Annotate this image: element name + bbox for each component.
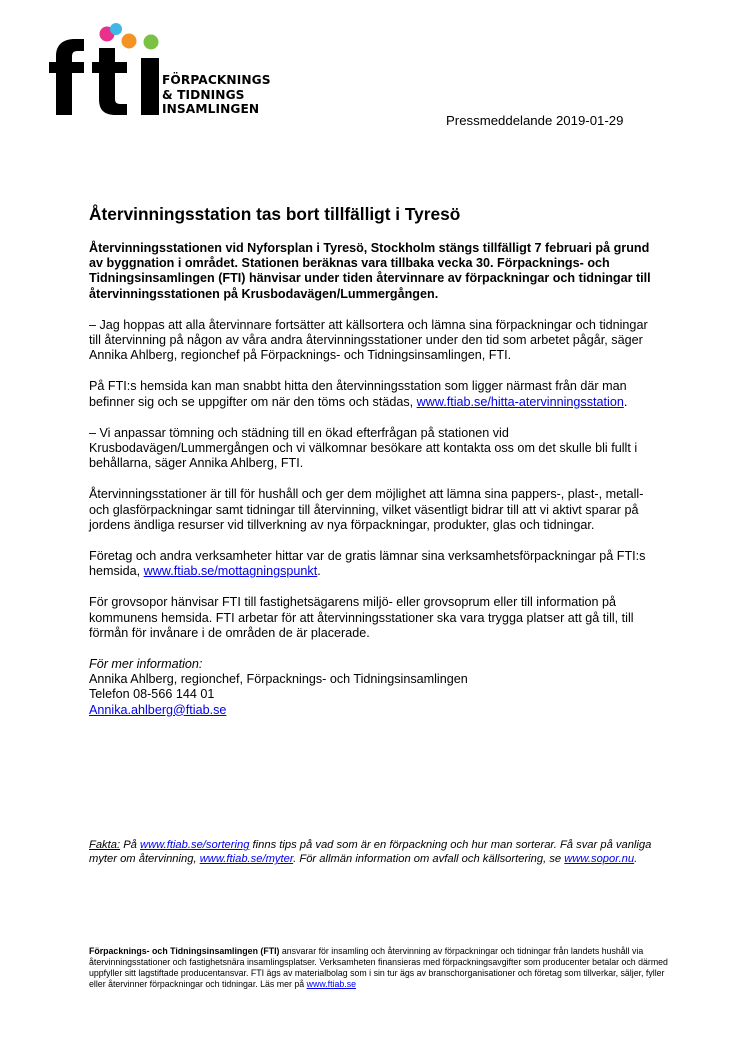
press-release-date: Pressmeddelande 2019-01-29 (446, 113, 624, 128)
fakta-text-3: . För allmän information om avfall och källsortering, se (293, 853, 565, 866)
fakta-label: Fakta: (89, 839, 121, 851)
paragraph-2-end: . (623, 394, 628, 409)
logo-dot-orange (122, 34, 137, 49)
logo-tagline-line-1: FÖRPACKNINGS (162, 73, 271, 87)
logo-letter-t (92, 48, 127, 115)
logo-letter-f (49, 39, 84, 115)
logo-letter-i (141, 58, 159, 115)
hitta-atervinningsstation-link[interactable]: www.ftiab.se/hitta-atervinningsstation (416, 394, 624, 409)
footer-org-name: Förpacknings- och Tidningsinsamlingen (FTI) (89, 946, 280, 956)
footer-text: ansvarar för insamling och återvinning av förpackningar och tidningar från landets hushåll via återvinningsstationer och fastighetsnära insamlingsplatser. Verksamheten finansieras med förpackningsavgifter som producenter betalar och därmed uppfyller sitt lagstiftade producentansvar. FTI ägs av materialbolag som i sin tur ägs av branschorganisationer och företag som tillverkar, säljer, fyller eller återvinner förpackningar och tidningar. Läs mer på (89, 946, 668, 990)
contact-email-link[interactable]: Annika.ahlberg@ftiab.se (89, 702, 227, 717)
paragraph-5-text: Företag och andra verksamheter hittar var de gratis lämnar sina verksamhetsförpackningar på FTI:s hemsida, (89, 549, 646, 579)
article-paragraph-2 (89, 379, 659, 409)
logo-dot-green (144, 35, 159, 50)
paragraph-5-end: . (317, 564, 321, 579)
paragraph-2-text: På FTI:s hemsida kan man snabbt hitta den återvinningsstation som ligger närmast från där man befinner sig och se uppgifter om när den töms och städas, (89, 379, 627, 409)
contact-label: För mer information: (89, 657, 203, 672)
contact-name: Annika Ahlberg, regionchef, Förpacknings- och Tidningsinsamlingen (89, 672, 468, 687)
fakta-text-2: finns tips på vad som är en förpackning och hur man sorterar. Få svar på vanliga myter om återvinning, (89, 839, 652, 866)
footer-about (89, 946, 674, 990)
article-paragraph-4: Återvinningsstationer är till för hushåll och ger dem möjlighet att lämna sina pappers-, plast-, metall- och glasförpackningar samt tidningar till återvinning, vilket väsentligt bidrar till att vi aktivt sparar på jordens ändliga resurser vid tillverkning av nya förpackningar, produkter, glas och tidningar. (89, 487, 644, 532)
logo-dot-blue (110, 23, 122, 35)
article-paragraph-5 (89, 549, 659, 579)
ftiab-link[interactable]: www.ftiab.se (306, 979, 356, 990)
article-title: Återvinningsstation tas bort tillfälligt i Tyresö (89, 204, 461, 224)
article-paragraph-6: För grovsopor hänvisar FTI till fastighetsägarens miljö- eller grovsoprum eller till information på kommunens hemsida. FTI arbetar för att återvinningsstationer ska vara trygga platser att gå till, till förmån för invånare i de områden de är placerade. (89, 595, 634, 640)
logo-tagline (162, 73, 271, 117)
article-paragraph-1: – Jag hoppas att alla återvinnare fortsätter att källsortera och lämna sina förpackningar och tidningar till återvinning på någon av våra andra återvinningsstationer under den tid som arbetet pågår, säger Annika Ahlberg, regionchef på Förpacknings- och Tidningsinsamlingen, FTI. (89, 317, 648, 363)
contact-info (89, 657, 659, 718)
fakta-box (89, 838, 669, 867)
myter-link[interactable]: www.ftiab.se/myter (199, 853, 294, 866)
mottagningspunkt-link[interactable]: www.ftiab.se/mottagningspunkt (143, 564, 318, 579)
sopor-link[interactable]: www.sopor.nu (564, 853, 635, 866)
contact-phone: Telefon 08-566 144 01 (89, 687, 215, 702)
logo-tagline-line-2: & TIDNINGS (162, 87, 245, 102)
sortering-link[interactable]: www.ftiab.se/sortering (140, 839, 250, 851)
logo-tagline-line-3: INSAMLINGEN (162, 102, 260, 117)
fakta-text-4: . (634, 853, 638, 866)
article-lead: Återvinningsstationen vid Nyforsplan i Tyresö, Stockholm stängs tillfälligt 7 februari på grund av byggnation i området. Stationen beräknas vara tillbaka vecka 30. Förpacknings- och Tidningsinsamlingen (FTI) hänvisar under tiden återvinnare av förpackningar och tidningar till återvinningsstationen på Krusbodavägen/Lummergången. (89, 241, 651, 301)
fakta-text-1: På (120, 839, 140, 851)
article (89, 204, 659, 718)
article-paragraph-3: – Vi anpassar tömning och städning till en ökad efterfrågan på stationen vid Krusbodavägen/Lummergången och vi välkomnar besökare att kontakta oss om det skulle bli fullt i behållarna, säger Annika Ahlberg, FTI. (89, 425, 638, 471)
